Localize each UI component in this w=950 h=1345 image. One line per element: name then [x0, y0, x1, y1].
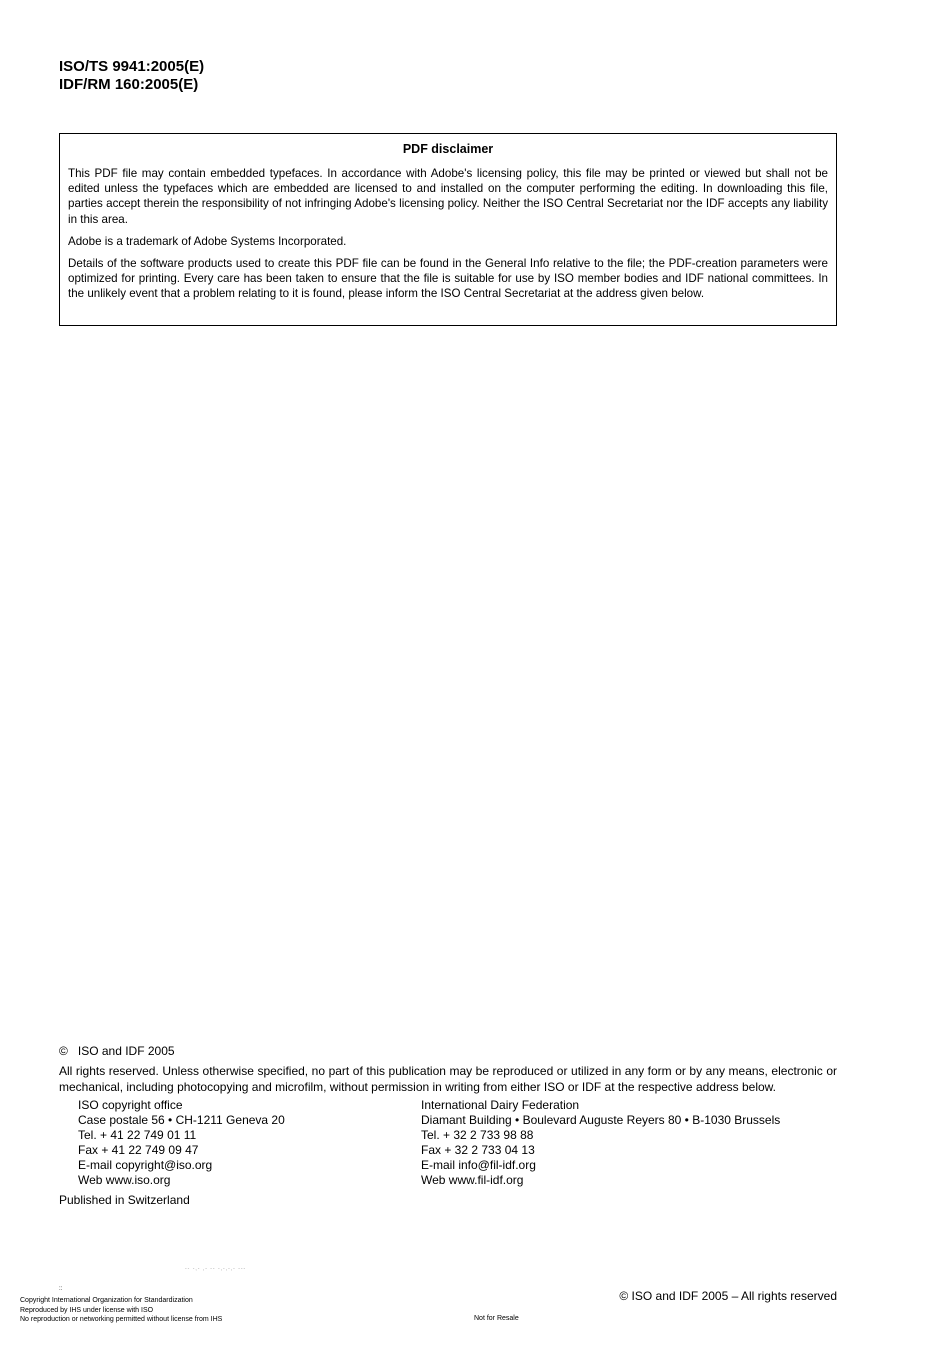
- iso-email: E-mail copyright@iso.org: [78, 1158, 213, 1173]
- faint-watermark-mark: -- -,- ,- -- -,-,-,- ---: [185, 1266, 247, 1272]
- copyright-symbol: ©: [59, 1044, 68, 1058]
- iso-web: Web www.iso.org: [78, 1173, 171, 1188]
- published-location: Published in Switzerland: [59, 1192, 190, 1207]
- copyright-line: [59, 1044, 837, 1059]
- idf-email: E-mail info@fil-idf.org: [421, 1158, 536, 1173]
- iso-office-name: ISO copyright office: [78, 1097, 183, 1112]
- copyright-owner: ISO and IDF 2005: [77, 1044, 175, 1058]
- ihs-line-copyright: Copyright International Organization for Standardization: [20, 1297, 193, 1304]
- idf-postal: Diamant Building • Boulevard Auguste Reyers 80 • B-1030 Brussels: [421, 1112, 781, 1127]
- pdf-disclaimer-box: [59, 133, 837, 326]
- idf-address: [421, 1098, 780, 1189]
- ihs-license-notice: [20, 1296, 222, 1325]
- standard-number-idf: IDF/RM 160:2005(E): [59, 76, 199, 93]
- footer-rights-reserved: © ISO and IDF 2005 – All rights reserved: [619, 1289, 837, 1303]
- disclaimer-paragraph-trademark: Adobe is a trademark of Adobe Systems Incorporated.: [68, 234, 347, 248]
- disclaimer-title: PDF disclaimer: [402, 142, 494, 156]
- idf-tel: Tel. + 32 2 733 98 88: [421, 1128, 534, 1143]
- iso-postal: Case postale 56 • CH-1211 Geneva 20: [78, 1112, 285, 1127]
- disclaimer-paragraph-details: Details of the software products used to create this PDF file can be found in the General Info relative to the file; the PDF-creation parameters were optimized for printing. Every care has been taken to ensure that the file is suitable for use by ISO member bodies and IDF national committees. In the unlikely event that a problem relating to it is found, please inform the ISO Central Secretariat at the address given below.: [68, 257, 828, 301]
- ihs-line-no-reproduction: No reproduction or networking permitted without license from IHS: [20, 1316, 223, 1323]
- iso-fax: Fax + 41 22 749 09 47: [78, 1143, 199, 1158]
- idf-name: International Dairy Federation: [421, 1097, 580, 1112]
- idf-fax: Fax + 32 2 733 04 13: [421, 1143, 535, 1158]
- ihs-line-reproduced: Reproduced by IHS under license with ISO: [20, 1306, 154, 1314]
- copyright-section: [59, 1044, 837, 1208]
- iso-address: [78, 1098, 285, 1189]
- addresses: [59, 1098, 837, 1190]
- iso-tel: Tel. + 41 22 749 01 11: [78, 1128, 197, 1143]
- disclaimer-paragraph-typefaces: This PDF file may contain embedded typefaces. In accordance with Adobe's licensing policy, this file may be printed or viewed but shall not be edited unless the typefaces which are embedded are licensed to and installed on the computer performing the editing. In downloading this file, parties accept therein the responsibility of not infringing Adobe's licensing policy. Neither the ISO Central Secretariat nor the IDF accepts any liability in this area.: [68, 167, 828, 226]
- document-header: [59, 58, 204, 94]
- standard-number-iso: ISO/TS 9941:2005(E): [59, 58, 205, 75]
- dots-mark: ::: [59, 1286, 63, 1292]
- not-for-resale-label: Not for Resale: [474, 1315, 519, 1322]
- rights-statement: All rights reserved. Unless otherwise specified, no part of this publication may be reproduced or utilized in any form or by any means, electronic or mechanical, including photocopying and microfilm, without permission in writing from either ISO or IDF at the respective address below.: [59, 1064, 837, 1094]
- idf-web: Web www.fil-idf.org: [421, 1173, 524, 1188]
